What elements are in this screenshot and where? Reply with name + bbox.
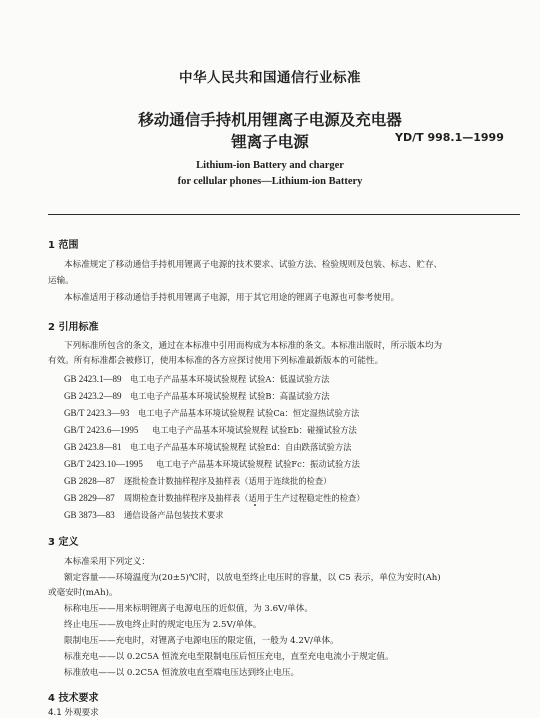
section-2-intro-line-2: 有效。所有标准都会被修订，使用本标准的各方应探讨使用下列标准最新版本的可能性。 [48, 356, 384, 366]
reference-item: GB/T 2423.10—1995 电工电子产品基本环境试验规程 试验Fc：振动试验方法 [64, 459, 360, 469]
definition-end-voltage: 终止电压——放电终止时的规定电压为 2.5V/单体。 [64, 620, 262, 630]
print-speck [254, 504, 256, 506]
section-2-heading: 2 引用标准 [48, 322, 99, 333]
section-1-para-1-line-1: 本标准规定了移动通信手持机用锂离子电源的技术要求、试验方法、检验规则及包装、标志、贮存、 [64, 260, 443, 270]
organization-header: 中华人民共和国通信行业标准 [179, 70, 361, 86]
reference-item: GB 2423.1—89 电工电子产品基本环境试验规程 试验A：低温试验方法 [64, 374, 330, 384]
section-2-intro-line-1: 下列标准所包含的条文，通过在本标准中引用而构成为本标准的条文。本标准出版时，所示版本均为 [64, 341, 443, 351]
reference-item: GB 2423.2—89 电工电子产品基本环境试验规程 试验B：高温试验方法 [64, 391, 330, 401]
reference-item: GB/T 2423.6—1995 电工电子产品基本环境试验规程 试验Eb：碰撞试验方法 [64, 425, 357, 435]
definition-rated-capacity-line-2: 或毫安时(mAh)。 [48, 588, 118, 598]
section-3-intro: 本标准采用下列定义： [64, 557, 150, 567]
definition-nominal-voltage: 标称电压——用来标明锂离子电源电压的近似值，为 3.6V/单体。 [64, 604, 313, 614]
reference-item: GB 2423.8—81 电工电子产品基本环境试验规程 试验Ed：自由跌落试验方法 [64, 442, 352, 452]
section-4-1-heading: 4.1 外观要求 [48, 708, 99, 718]
section-1-heading: 1 范围 [48, 240, 79, 251]
english-title-line-1: Lithium-ion Battery and charger [196, 160, 344, 171]
title-line-2: 锂离子电源 [231, 133, 309, 151]
header-divider [48, 214, 520, 215]
definition-standard-charge: 标准充电——以 0.2C5A 恒流充电至限制电压后恒压充电，直至充电电流小于规定值。 [64, 652, 394, 662]
section-3-heading: 3 定义 [48, 537, 79, 548]
reference-item: GB 2828—87 逐批检查计数抽样程序及抽样表（适用于连续批的检查） [64, 476, 332, 486]
reference-item: GB 3873—83 通信设备产品包装技术要求 [64, 510, 224, 520]
title-line-1: 移动通信手持机用锂离子电源及充电器 [138, 111, 402, 129]
reference-item: GB 2829—87 周期检查计数抽样程序及抽样表（适用于生产过程稳定性的检查） [64, 493, 365, 503]
section-1-para-1-line-2: 运输。 [48, 276, 74, 286]
standard-number: YD/T 998.1—1999 [395, 131, 504, 144]
section-1-para-2: 本标准适用于移动通信手持机用锂离子电源，用于其它用途的锂离子电源也可参考使用。 [64, 293, 400, 303]
section-4-heading: 4 技术要求 [48, 693, 99, 704]
definition-rated-capacity-line-1: 额定容量——环境温度为(20±5)℃时，以放电至终止电压时的容量，以 C5 表示，单位为安时(Ah) [64, 573, 441, 583]
english-title-line-2: for cellular phones—Lithium-ion Battery [177, 176, 363, 187]
definition-limit-voltage: 限制电压——充电时，对锂离子电源电压的限定值，一般为 4.2V/单体。 [64, 636, 339, 646]
definition-standard-discharge: 标准放电——以 0.2C5A 恒流放电直至端电压达到终止电压。 [64, 668, 300, 678]
reference-item: GB/T 2423.3—93 电工电子产品基本环境试验规程 试验Ca：恒定湿热试验方法 [64, 408, 360, 418]
